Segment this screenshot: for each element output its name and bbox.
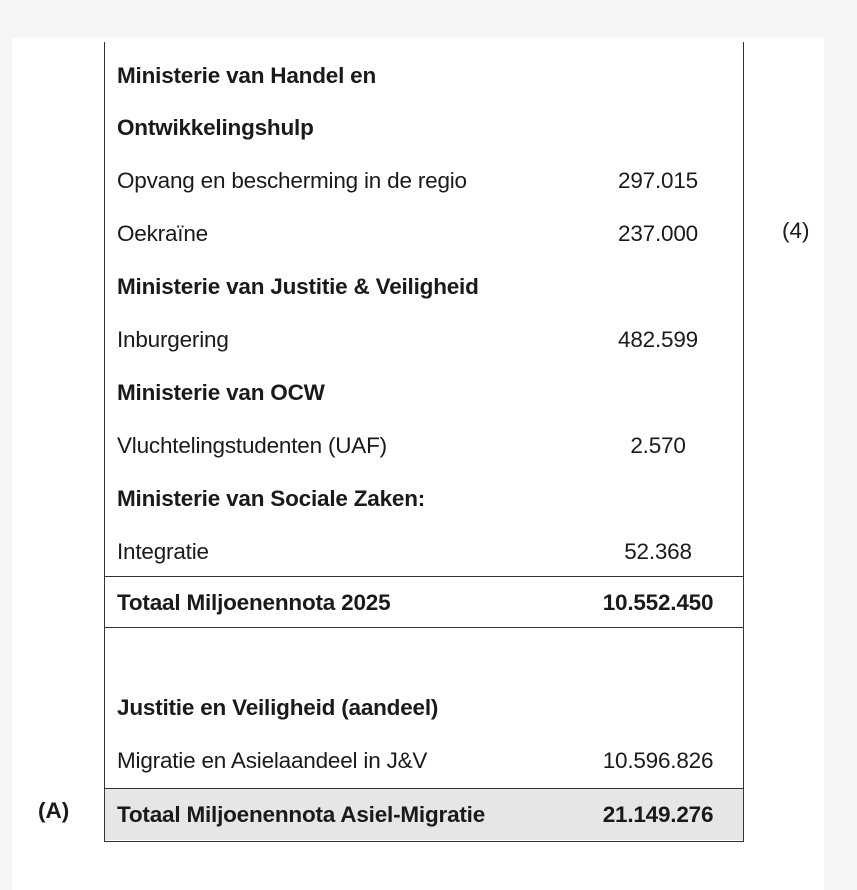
table-row <box>105 473 743 525</box>
marker-a: (A) <box>38 798 70 823</box>
grand-total-label: Totaal Miljoenennota Asiel-Migratie <box>117 802 486 827</box>
row-label: Vluchtelingstudenten (UAF) <box>117 433 387 458</box>
table-row <box>105 367 743 419</box>
total-value: 10.552.450 <box>602 590 714 615</box>
footnote-marker-4: (4) <box>782 218 810 243</box>
row-value: 52.368 <box>624 539 692 564</box>
table-row <box>105 208 743 260</box>
grand-total-value: 21.149.276 <box>602 802 714 827</box>
row-label: Ministerie van Handel en <box>117 63 377 88</box>
budget-table <box>104 42 744 842</box>
row-value: 237.000 <box>618 221 698 246</box>
row-value: 10.596.826 <box>602 748 714 773</box>
table-row <box>105 526 743 578</box>
row-value: 297.015 <box>618 168 698 193</box>
row-label: Opvang en bescherming in de regio <box>117 168 467 193</box>
row-label: Integratie <box>117 539 209 564</box>
row-label: Ontwikkelingshulp <box>117 115 314 140</box>
table-row <box>105 420 743 472</box>
row-label: Migratie en Asielaandeel in J&V <box>117 748 428 773</box>
table-row <box>105 735 743 787</box>
table-row <box>105 102 743 154</box>
section-heading-jv <box>105 682 743 734</box>
row-value: 482.599 <box>618 327 698 352</box>
row-label: Ministerie van OCW <box>117 380 325 405</box>
row-label: Ministerie van Justitie & Veiligheid <box>117 274 479 299</box>
total-row <box>105 576 743 628</box>
total-label: Totaal Miljoenennota 2025 <box>117 590 391 615</box>
table-row <box>105 155 743 207</box>
table-row <box>105 314 743 366</box>
grand-total-row <box>105 788 743 840</box>
table-row <box>105 50 743 102</box>
row-label: Ministerie van Sociale Zaken: <box>117 486 426 511</box>
row-label: Justitie en Veiligheid (aandeel) <box>117 695 439 720</box>
row-label: Inburgering <box>117 327 229 352</box>
table-row <box>105 261 743 313</box>
document-page <box>12 38 824 890</box>
row-label: Oekraïne <box>117 221 208 246</box>
row-value: 2.570 <box>630 433 686 458</box>
